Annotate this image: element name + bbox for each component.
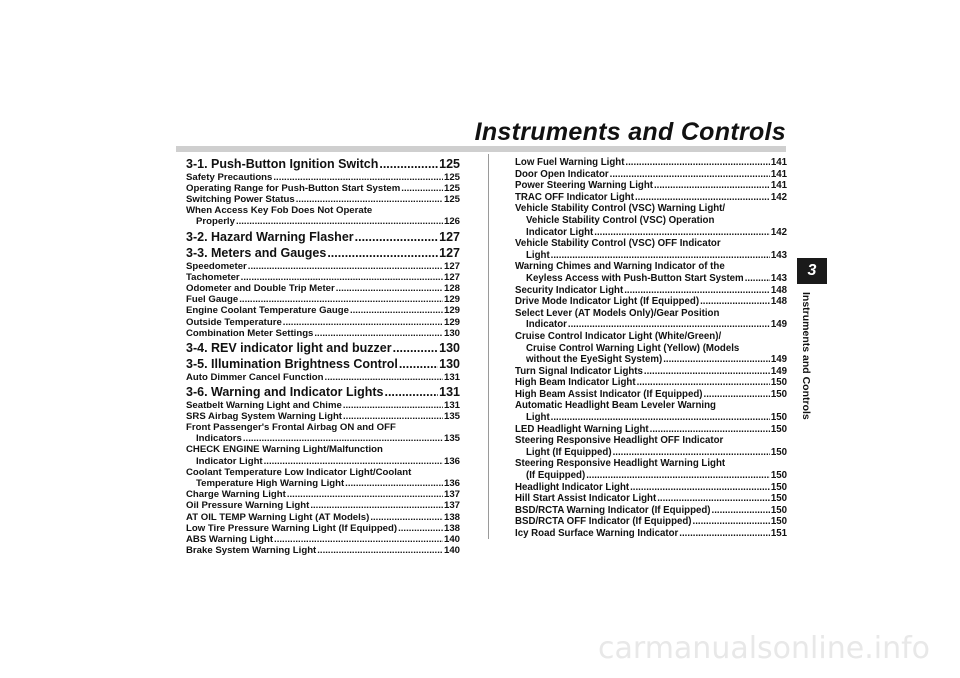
- dot-leader: [704, 389, 770, 401]
- dot-leader: [314, 328, 443, 339]
- toc-entry-continued: When Access Key Fob Does Not Operate: [186, 205, 373, 217]
- toc-entry-title: Indicator: [526, 319, 567, 331]
- column-divider: [488, 154, 489, 539]
- dot-leader: [630, 482, 770, 494]
- toc-page-number: 143: [770, 272, 787, 284]
- toc-entry-title: Tachometer: [186, 271, 240, 283]
- toc-section-heading[interactable]: [186, 357, 460, 372]
- toc-page-number: 149: [770, 365, 787, 377]
- toc-entry[interactable]: [515, 319, 787, 331]
- toc-entry[interactable]: [186, 261, 460, 272]
- toc-entry-title: Seatbelt Warning Light and Chime: [186, 399, 342, 411]
- toc-page-number: 142: [770, 226, 787, 238]
- toc-entry-title: Headlight Indicator Light: [515, 481, 630, 493]
- dot-leader: [287, 489, 443, 500]
- toc-entry[interactable]: [515, 157, 787, 169]
- toc-page-number: 150: [770, 446, 787, 458]
- toc-page-number: 141: [770, 168, 787, 180]
- toc-entry-title: 3-3. Meters and Gauges: [186, 246, 327, 261]
- toc-entry-title: without the EyeSight System): [526, 354, 663, 366]
- toc-entry[interactable]: [515, 470, 787, 482]
- chapter-tab[interactable]: 3: [797, 258, 827, 284]
- dot-leader: [370, 512, 443, 523]
- toc-entry[interactable]: [186, 512, 460, 523]
- dot-leader: [310, 500, 443, 511]
- toc-entry-title: 3-4. REV indicator light and buzzer: [186, 340, 392, 355]
- toc-entry-title: Fuel Gauge: [186, 294, 239, 306]
- dot-leader: [336, 283, 443, 294]
- toc-entry[interactable]: [515, 366, 787, 378]
- toc-page-number: 127: [439, 229, 460, 244]
- toc-right-column: [515, 157, 787, 540]
- toc-section-heading[interactable]: [186, 246, 460, 261]
- toc-entry-title: Safety Precautions: [186, 171, 273, 183]
- toc-page-number: 130: [439, 357, 460, 372]
- dot-leader: [625, 157, 769, 169]
- toc-entry-title: Speedometer: [186, 260, 247, 272]
- dot-leader: [317, 545, 443, 556]
- toc-entry[interactable]: [186, 523, 460, 534]
- toc-entry-continued: Vehicle Stability Control (VSC) Operation: [526, 214, 715, 226]
- dot-leader: [650, 424, 770, 436]
- toc-entry[interactable]: [515, 505, 787, 517]
- toc-entry[interactable]: [515, 482, 787, 494]
- toc-entry-title: Charge Warning Light: [186, 489, 286, 501]
- toc-entry-title: Icy Road Surface Warning Indicator: [515, 528, 679, 539]
- toc-entry-title: AT OIL TEMP Warning Light (AT Models): [186, 511, 370, 523]
- toc-entry[interactable]: [186, 400, 460, 411]
- dot-leader: [327, 246, 438, 261]
- toc-entry-title: Turn Signal Indicator Lights: [515, 365, 643, 377]
- toc-entry-title: Indicator Light: [196, 455, 263, 467]
- toc-entry[interactable]: [515, 296, 787, 308]
- toc-entry[interactable]: [186, 183, 460, 194]
- toc-page-number: 125: [443, 171, 460, 183]
- toc-entry-title: 3-6. Warning and Indicator Lights: [186, 385, 384, 400]
- dot-leader: [325, 372, 443, 383]
- toc-entry-continued: Steering Responsive Headlight Warning Light: [515, 458, 726, 470]
- toc-page-number: 150: [770, 470, 787, 482]
- toc-page-number: 138: [443, 522, 460, 534]
- toc-entry[interactable]: [515, 250, 787, 262]
- toc-page-number: 150: [770, 504, 787, 516]
- dot-leader: [663, 354, 770, 366]
- toc-entry-title: LED Headlight Warning Light: [515, 423, 649, 435]
- dot-leader: [568, 319, 770, 331]
- dot-leader: [712, 505, 770, 517]
- toc-entry[interactable]: [186, 317, 460, 328]
- toc-page-number: 128: [443, 282, 460, 294]
- toc-entry-title: Switching Power Status: [186, 193, 295, 205]
- toc-entry[interactable]: [515, 389, 787, 401]
- toc-entry-continued: CHECK ENGINE Warning Light/Malfunction: [186, 444, 383, 456]
- toc-page-number: 138: [443, 511, 460, 523]
- toc-entry[interactable]: [515, 227, 787, 239]
- toc-page-number: 135: [443, 410, 460, 422]
- toc-entry[interactable]: [515, 285, 787, 297]
- toc-page-number: 150: [770, 423, 787, 435]
- toc-entry-title: Outside Temperature: [186, 316, 282, 328]
- toc-entry[interactable]: [515, 447, 787, 459]
- toc-page-number: 136: [443, 455, 460, 467]
- dot-leader: [693, 516, 770, 528]
- toc-page-number: 149: [770, 354, 787, 366]
- dot-leader: [345, 478, 443, 489]
- toc-entry[interactable]: [186, 433, 460, 444]
- toc-entry[interactable]: [186, 478, 460, 489]
- dot-leader: [241, 272, 443, 283]
- toc-page-number: 127: [443, 260, 460, 272]
- toc-entry-title: BSD/RCTA OFF Indicator (If Equipped): [515, 516, 692, 528]
- dot-leader: [551, 412, 770, 424]
- toc-entry-title: Engine Coolant Temperature Gauge: [186, 305, 349, 317]
- dot-leader: [239, 294, 443, 305]
- dot-leader: [745, 273, 770, 285]
- toc-entry-title: Power Steering Warning Light: [515, 180, 653, 192]
- toc-entry[interactable]: [186, 216, 460, 227]
- toc-entry-title: Indicator Light: [526, 226, 594, 238]
- title-rule: [176, 146, 786, 152]
- toc-entry[interactable]: [515, 377, 787, 389]
- toc-entry-title: TRAC OFF Indicator Light: [515, 191, 634, 203]
- dot-leader: [236, 216, 443, 227]
- toc-page-number: 148: [770, 296, 787, 308]
- toc-page-number: 129: [443, 294, 460, 306]
- toc-entry[interactable]: [186, 283, 460, 294]
- toc-entry[interactable]: [515, 528, 787, 540]
- toc-page-number: 127: [443, 271, 460, 283]
- toc-page-number: 137: [443, 500, 460, 512]
- toc-entry-title: 3-5. Illumination Brightness Control: [186, 357, 398, 372]
- toc-page-number: 150: [770, 493, 787, 505]
- toc-entry[interactable]: [515, 516, 787, 528]
- toc-section-heading[interactable]: [186, 385, 460, 400]
- toc-entry-title: Light (If Equipped): [526, 446, 612, 458]
- toc-page-number: 130: [443, 327, 460, 339]
- dot-leader: [398, 523, 443, 534]
- dot-leader: [399, 357, 438, 372]
- toc-entry-title: High Beam Indicator Light: [515, 377, 636, 389]
- toc-entry-title: Keyless Access with Push-Button Start System: [526, 272, 744, 284]
- toc-entry[interactable]: [186, 534, 460, 545]
- toc-entry-title: Indicators: [196, 433, 242, 445]
- toc-page-number: 150: [770, 516, 787, 528]
- toc-entry-continued: Vehicle Stability Control (VSC) OFF Indicator: [515, 238, 721, 250]
- dot-leader: [343, 411, 443, 422]
- toc-page-number: 150: [770, 481, 787, 493]
- toc-entry[interactable]: [515, 192, 787, 204]
- dot-leader: [610, 169, 770, 181]
- toc-entry-continued: Front Passenger's Frontal Airbag ON and OFF: [186, 422, 396, 434]
- toc-section-heading[interactable]: [186, 341, 460, 356]
- dot-leader: [283, 317, 443, 328]
- dot-leader: [355, 230, 439, 245]
- toc-entry-title: Auto Dimmer Cancel Function: [186, 371, 324, 383]
- toc-entry[interactable]: [186, 305, 460, 316]
- toc-entry-title: Drive Mode Indicator Light (If Equipped): [515, 296, 700, 308]
- toc-entry[interactable]: [515, 354, 787, 366]
- toc-page-number: 150: [770, 377, 787, 389]
- toc-entry-continued: Steering Responsive Headlight OFF Indicator: [515, 435, 724, 447]
- toc-page-number: 151: [770, 528, 787, 539]
- dot-leader: [644, 366, 770, 378]
- dot-leader: [350, 305, 443, 316]
- toc-entry-continued: Select Lever (AT Models Only)/Gear Position: [515, 307, 720, 319]
- toc-page-number: 131: [439, 385, 460, 400]
- toc-entry-title: ABS Warning Light: [186, 534, 274, 546]
- toc-entry-title: (If Equipped): [526, 470, 586, 482]
- dot-leader: [248, 261, 443, 272]
- toc-section-heading[interactable]: [186, 157, 460, 172]
- page-title: Instruments and Controls: [474, 118, 786, 146]
- toc-entry-title: Operating Range for Push-Button Start System: [186, 182, 401, 194]
- toc-entry-title: Oil Pressure Warning Light: [186, 500, 310, 512]
- dot-leader: [243, 433, 443, 444]
- toc-entry-title: Door Open Indicator: [515, 168, 609, 180]
- dot-leader: [393, 341, 439, 356]
- toc-page-number: 130: [439, 340, 460, 355]
- toc-page-number: 126: [443, 216, 460, 228]
- watermark: carmanualsonline.info: [598, 631, 930, 666]
- toc-entry-continued: Vehicle Stability Control (VSC) Warning Light/: [515, 203, 726, 215]
- toc-page-number: 149: [770, 319, 787, 331]
- toc-entry-continued: Coolant Temperature Low Indicator Light/Coolant: [186, 466, 412, 478]
- toc-entry[interactable]: [186, 294, 460, 305]
- dot-leader: [679, 528, 770, 540]
- dot-leader: [384, 385, 438, 400]
- dot-leader: [296, 194, 443, 205]
- toc-page-number: 141: [770, 157, 787, 168]
- toc-entry[interactable]: [186, 194, 460, 205]
- toc-entry[interactable]: [186, 545, 460, 556]
- toc-entry[interactable]: [186, 272, 460, 283]
- toc-entry-title: High Beam Assist Indicator (If Equipped): [515, 388, 703, 400]
- toc-entry-title: Low Tire Pressure Warning Light (If Equipped): [186, 522, 398, 534]
- toc-entry[interactable]: [515, 424, 787, 436]
- dot-leader: [273, 172, 443, 183]
- toc-page-number: 135: [443, 433, 460, 445]
- dot-leader: [637, 377, 770, 389]
- toc-entry[interactable]: [186, 172, 460, 183]
- toc-entry[interactable]: [186, 489, 460, 500]
- toc-entry-continued: Warning Chimes and Warning Indicator of the: [515, 261, 725, 273]
- toc-section-heading[interactable]: [186, 230, 460, 245]
- toc-entry-title: BSD/RCTA Warning Indicator (If Equipped): [515, 504, 711, 516]
- toc-page-number: 127: [439, 246, 460, 261]
- toc-page-number: 136: [443, 478, 460, 490]
- toc-entry[interactable]: [515, 169, 787, 181]
- toc-page-number: 150: [770, 388, 787, 400]
- toc-entry[interactable]: [186, 411, 460, 422]
- toc-page-number: 131: [443, 371, 460, 383]
- toc-page-number: 141: [770, 180, 787, 192]
- dot-leader: [700, 296, 770, 308]
- dot-leader: [379, 157, 438, 172]
- toc-entry-title: Light: [526, 249, 550, 261]
- toc-entry[interactable]: [186, 328, 460, 339]
- toc-entry-title: Hill Start Assist Indicator Light: [515, 493, 657, 505]
- toc-entry-title: 3-2. Hazard Warning Flasher: [186, 229, 354, 244]
- toc-page-number: 140: [443, 534, 460, 546]
- toc-entry-continued: Automatic Headlight Beam Leveler Warning: [515, 400, 716, 412]
- toc-page-number: 142: [770, 191, 787, 203]
- dot-leader: [635, 192, 770, 204]
- toc-page-number: 125: [443, 182, 460, 194]
- toc-entry-title: Properly: [196, 216, 235, 228]
- dot-leader: [274, 534, 443, 545]
- toc-entry-title: 3-1. Push-Button Ignition Switch: [186, 157, 379, 171]
- dot-leader: [264, 456, 443, 467]
- dot-leader: [551, 250, 770, 262]
- toc-entry-title: Brake System Warning Light: [186, 545, 317, 557]
- toc-page-number: 143: [770, 249, 787, 261]
- dot-leader: [401, 183, 443, 194]
- toc-entry-continued: Cruise Control Warning Light (Yellow) (Models: [526, 342, 740, 354]
- toc-entry-title: SRS Airbag System Warning Light: [186, 410, 343, 422]
- toc-entry[interactable]: [515, 180, 787, 192]
- toc-entry[interactable]: [186, 500, 460, 511]
- toc-left-column: [186, 157, 460, 556]
- toc-entry[interactable]: [186, 372, 460, 383]
- toc-entry[interactable]: [186, 456, 460, 467]
- toc-entry-title: Low Fuel Warning Light: [515, 157, 625, 168]
- toc-entry-title: Combination Meter Settings: [186, 327, 314, 339]
- dot-leader: [654, 180, 770, 192]
- toc-entry-title: Security Indicator Light: [515, 284, 624, 296]
- toc-page-number: 125: [439, 157, 460, 171]
- toc-page-number: 125: [443, 193, 460, 205]
- toc-page-number: 129: [443, 316, 460, 328]
- toc-page-number: 140: [443, 545, 460, 557]
- toc-entry-title: Odometer and Double Trip Meter: [186, 282, 335, 294]
- toc-entry[interactable]: [515, 273, 787, 285]
- chapter-side-label: Instruments and Controls: [800, 292, 812, 420]
- toc-entry[interactable]: [515, 493, 787, 505]
- dot-leader: [624, 285, 770, 297]
- dot-leader: [657, 493, 770, 505]
- toc-entry-title: Temperature High Warning Light: [196, 478, 345, 490]
- dot-leader: [594, 227, 770, 239]
- dot-leader: [586, 470, 770, 482]
- dot-leader: [613, 447, 770, 459]
- toc-page-number: 131: [443, 399, 460, 411]
- dot-leader: [343, 400, 443, 411]
- toc-page-number: 148: [770, 284, 787, 296]
- toc-page-number: 150: [770, 412, 787, 424]
- toc-page-number: 137: [443, 489, 460, 501]
- toc-entry-title: Light: [526, 412, 550, 424]
- toc-entry-continued: Cruise Control Indicator Light (White/Green)/: [515, 330, 722, 342]
- toc-page-number: 129: [443, 305, 460, 317]
- toc-entry[interactable]: [515, 412, 787, 424]
